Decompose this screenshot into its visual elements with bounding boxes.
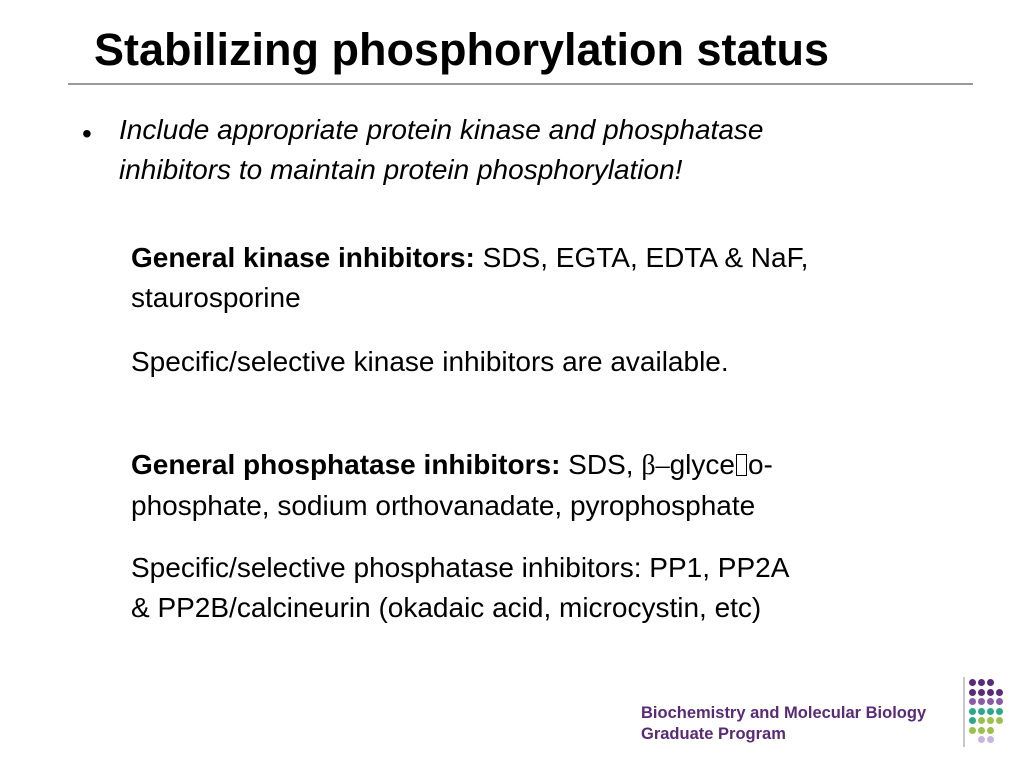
missing-glyph-icon bbox=[736, 454, 747, 476]
logo-dot bbox=[978, 689, 985, 696]
specific-phosphatase-line2: & PP2B/calcineurin (okadaic acid, microcystin, etc) bbox=[131, 592, 762, 623]
slide-title: Stabilizing phosphorylation status bbox=[94, 24, 830, 75]
logo-dot bbox=[978, 736, 985, 743]
general-kinase-label: General kinase inhibitors: bbox=[131, 242, 475, 273]
logo-dot bbox=[987, 698, 994, 705]
bullet-text bbox=[119, 110, 939, 190]
logo-dot bbox=[969, 717, 976, 724]
logo-dot bbox=[969, 689, 976, 696]
logo-dot bbox=[978, 717, 985, 724]
logo-line2: Graduate Program bbox=[641, 725, 786, 743]
bullet-text-line2: inhibitors to maintain protein phosphorylation! bbox=[119, 154, 683, 185]
logo-dot bbox=[996, 689, 1003, 696]
general-kinase-inhibitors bbox=[131, 238, 971, 318]
general-kinase-list: SDS, EGTA, EDTA & NaF, bbox=[474, 242, 809, 273]
logo-dot bbox=[969, 698, 976, 705]
logo-dot bbox=[996, 698, 1003, 705]
logo-divider bbox=[963, 677, 965, 747]
logo-dot bbox=[978, 708, 985, 715]
logo-dot bbox=[996, 708, 1003, 715]
logo-line1: Biochemistry and Molecular Biology bbox=[641, 704, 927, 722]
logo-dot bbox=[987, 708, 994, 715]
specific-phosphatase-inhibitors bbox=[131, 548, 971, 628]
logo-dot bbox=[969, 727, 976, 734]
general-phosphatase-label: General phosphatase inhibitors: bbox=[131, 449, 561, 480]
logo-dot bbox=[978, 698, 985, 705]
logo-dot bbox=[969, 679, 976, 686]
logo-dot bbox=[969, 708, 976, 715]
logo-dot bbox=[987, 727, 994, 734]
logo-dot bbox=[996, 717, 1003, 724]
logo-dot bbox=[978, 727, 985, 734]
title-divider bbox=[68, 83, 973, 85]
logo-dot bbox=[987, 679, 994, 686]
logo-dot bbox=[987, 717, 994, 724]
general-phosphatase-inhibitors bbox=[131, 445, 971, 526]
program-logo-text bbox=[641, 703, 926, 745]
general-phosphatase-text-a: SDS, bbox=[560, 449, 642, 480]
bullet-text-line1: Include appropriate protein kinase and phosphatase bbox=[119, 114, 764, 145]
logo-dot-grid-icon bbox=[969, 679, 1009, 749]
logo-dot bbox=[978, 679, 985, 686]
bullet-marker: • bbox=[82, 118, 92, 149]
logo-dot bbox=[987, 689, 994, 696]
logo-dot bbox=[987, 736, 994, 743]
general-phosphatase-text-b: glyce bbox=[669, 449, 735, 480]
general-phosphatase-text-c: o- bbox=[747, 449, 773, 480]
specific-phosphatase-line1: Specific/selective phosphatase inhibitors: PP1, PP2A bbox=[131, 552, 790, 583]
general-phosphatase-list-cont: phosphate, sodium orthovanadate, pyrophosphate bbox=[131, 490, 756, 521]
specific-kinase-inhibitors: Specific/selective kinase inhibitors are available. bbox=[131, 346, 729, 377]
beta-symbol: β– bbox=[641, 450, 670, 481]
general-kinase-list-cont: staurosporine bbox=[131, 282, 301, 313]
